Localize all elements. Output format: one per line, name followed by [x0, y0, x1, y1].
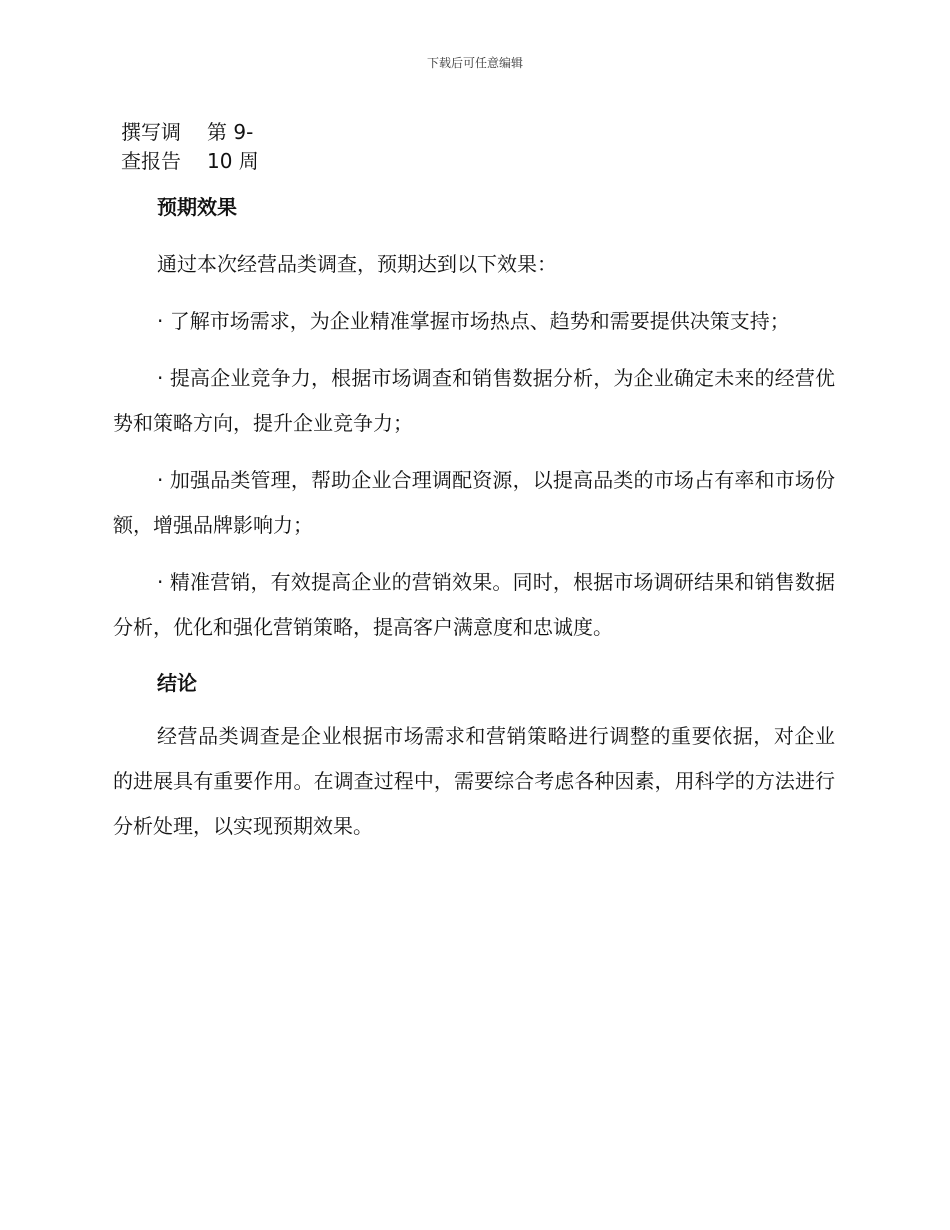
- table-cell-line: 第 9-: [207, 120, 254, 144]
- bullet-paragraph: · 提高企业竞争力，根据市场调查和销售数据分析，为企业确定未来的经营优势和策略方向，提升企业竞争力；: [113, 366, 835, 435]
- bullet-paragraph: · 精准营销，有效提高企业的营销效果。同时，根据市场调研结果和销售数据分析，优化和强化营销策略，提高客户满意度和忠诚度。: [113, 570, 835, 639]
- table-cell-line: 撰写调: [121, 120, 181, 144]
- page-header-note: 下载后可任意编辑: [426, 56, 523, 70]
- paragraph-intro: 通过本次经营品类调查，预期达到以下效果：: [157, 252, 557, 276]
- schedule-table-fragment: [121, 118, 259, 176]
- bullet-paragraph: · 了解市场需求，为企业精准掌握市场热点、趋势和需要提供决策支持；: [157, 309, 790, 333]
- section-heading-expected-results: 预期效果: [157, 195, 237, 219]
- bullet-paragraph: · 加强品类管理，帮助企业合理调配资源，以提高品类的市场占有率和市场份额，增强品牌影响力；: [113, 468, 835, 537]
- table-cell-task: [121, 118, 181, 176]
- table-cell-time: [207, 118, 259, 176]
- paragraph-conclusion: 经营品类调查是企业根据市场需求和营销策略进行调整的重要依据，对企业的进展具有重要作用。在调查过程中，需要综合考虑各种因素，用科学的方法进行分析处理，以实现预期效果。: [113, 724, 835, 838]
- document-body: [113, 186, 835, 861]
- table-cell-line: 10 周: [207, 149, 259, 173]
- table-cell-line: 查报告: [121, 149, 181, 173]
- section-heading-conclusion: 结论: [157, 671, 197, 695]
